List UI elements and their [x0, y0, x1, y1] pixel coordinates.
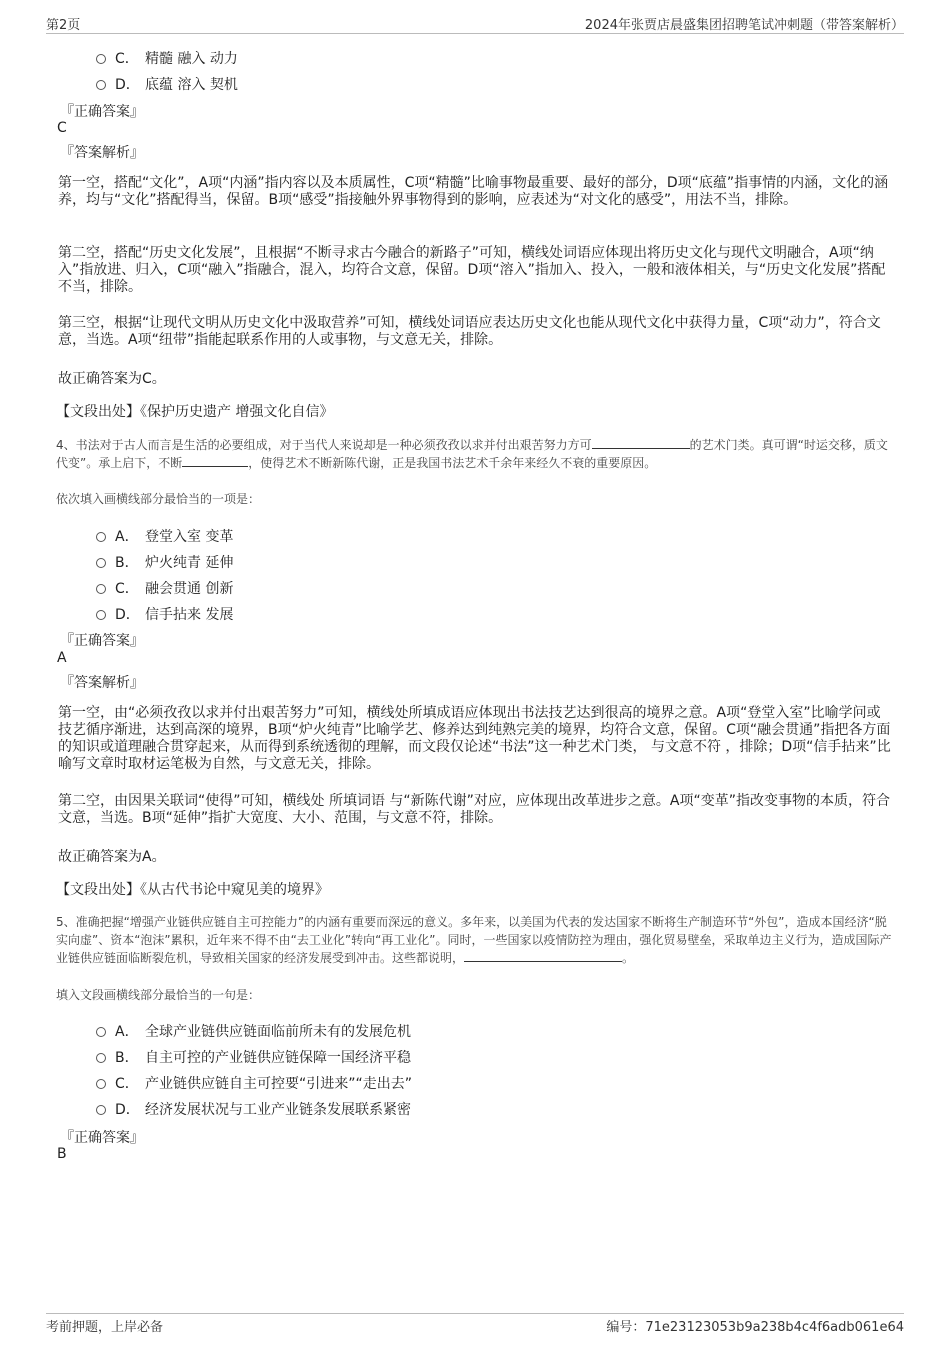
- q5-option-b[interactable]: B． 自主可控的产业链供应链保障一国经济平稳: [96, 1047, 411, 1067]
- q4-analysis-2: 第二空，由因果关联词“使得”可知，横线处 所填词语 与“新陈代谢”对应，应体现出改革进步之意。A项“变革”指改变事物的本质，符合文意，当选。B项“延伸”指扩大宽度、大小、范围，与文意不符，排除。: [58, 793, 890, 826]
- answer-label: 『正确答案』: [60, 633, 144, 649]
- q5-option-a[interactable]: A． 全球产业链供应链面临前所未有的发展危机: [96, 1021, 411, 1041]
- q5-stem: 5、准确把握“增强产业链供应链自主可控能力”的内涵有重要而深远的意义。多年来，以美国为代表的发达国家不断将生产制造环节“外包”，造成本国经济“脱实向虚”、资本“泡沫”累积，近年来不得不由“去工业化”转向“再工业化”。同时，一些国家以疫情防控为理由，强化贸易壁垒，采取单边主义行为，造成国际产业链供应链面临断裂危机，导致相关国家的经济发展受到冲击。这些都说明， 。: [56, 915, 892, 965]
- q3-answer: C: [57, 120, 67, 136]
- fill-blank: [182, 455, 248, 467]
- radio-icon[interactable]: [96, 1079, 106, 1089]
- analysis-label: 『答案解析』: [60, 675, 144, 691]
- q3-analysis-3: 第三空，根据“让现代文明从历史文化中汲取营养”可知，横线处词语应表达历史文化也能从现代文化中获得力量，C项“动力”，符合文意，当选。A项“纽带”指能起联系作用的人或事物，与文意无关，排除。: [58, 315, 881, 348]
- q4-option-c[interactable]: C． 融会贯通 创新: [96, 578, 233, 598]
- page-header: [46, 14, 904, 34]
- radio-icon[interactable]: [96, 80, 106, 90]
- q5-option-c[interactable]: C． 产业链供应链自主可控要“引进来”“走出去”: [96, 1073, 412, 1093]
- radio-icon[interactable]: [96, 1027, 106, 1037]
- q5-prompt: 填入文段画横线部分最恰当的一句是：: [56, 988, 261, 1002]
- q5-answer: B: [57, 1146, 67, 1162]
- q3-analysis-2: 第二空，搭配“历史文化发展”，且根据“不断寻求古今融合的新路子”可知，横线处词语应体现出将历史文化与现代文明融合，A项“纳入”指放进、归入，C项“融入”指融合，混入，均符合文意，保留。D项“溶入”指加入、投入，一般和液体相关，与“历史文化发展”搭配不当，排除。: [58, 245, 886, 295]
- answer-label: 『正确答案』: [60, 1130, 144, 1146]
- q4-prompt: 依次填入画横线部分最恰当的一项是：: [56, 492, 261, 506]
- q3-conclusion: 故正确答案为C。: [58, 371, 166, 387]
- document-title: 2024年张贾店晨盛集团招聘笔试冲刺题（带答案解析）: [584, 18, 904, 33]
- q3-analysis-1: 第一空，搭配“文化”，A项“内涵”指内容以及本质属性，C项“精髓”比喻事物最重要、最好的部分，D项“底蕴”指事情的内涵，文化的涵养，均与“文化”搭配得当，保留。B项“感受”指接触外界事物得到的影响，应表述为“对文化的感受”，用法不当，排除。: [58, 175, 889, 208]
- q4-option-a[interactable]: A． 登堂入室 变革: [96, 526, 233, 546]
- q4-option-d[interactable]: D． 信手拈来 发展: [96, 604, 233, 624]
- document-code: 编号：71e23123053b9a238b4c4f6adb061e64: [606, 1320, 904, 1335]
- radio-icon[interactable]: [96, 584, 106, 594]
- radio-icon[interactable]: [96, 532, 106, 542]
- fill-blank: [464, 950, 622, 962]
- radio-icon[interactable]: [96, 558, 106, 568]
- q4-conclusion: 故正确答案为A。: [58, 849, 166, 865]
- analysis-label: 『答案解析』: [60, 145, 144, 161]
- q3-option-c[interactable]: C． 精髓 融入 动力: [96, 48, 238, 68]
- radio-icon[interactable]: [96, 1105, 106, 1115]
- page-number: 第2页: [46, 18, 81, 33]
- q4-source: 【文段出处】《从古代书论中窥见美的境界》: [56, 882, 329, 898]
- radio-icon[interactable]: [96, 1053, 106, 1063]
- fill-blank: [592, 437, 690, 449]
- q5-option-d[interactable]: D． 经济发展状况与工业产业链条发展联系紧密: [96, 1099, 411, 1119]
- q4-stem: 4、书法对于古人而言是生活的必要组成，对于当代人来说却是一种必须孜孜以求并付出艰苦努力方可 的艺术门类。真可谓“时运交移，质文代变”。承上启下，不断 ，使得艺术不断新陈代谢，正是我国书法艺术千余年来经久不衰的重要原因。: [56, 438, 888, 470]
- q3-source: 【文段出处】《保护历史遗产 增强文化自信》: [56, 404, 334, 420]
- radio-icon[interactable]: [96, 54, 106, 64]
- q3-option-d[interactable]: D． 底蕴 溶入 契机: [96, 74, 238, 94]
- footer-slogan: 考前押题，上岸必备: [46, 1320, 164, 1335]
- q4-analysis-1: 第一空，由“必须孜孜以求并付出艰苦努力”可知，横线处所填成语应体现出书法技艺达到很高的境界之意。A项“登堂入室”比喻学问或技艺循序渐进，达到高深的境界，B项“炉火纯青”比喻学艺、修养达到纯熟完美的境界，均符合文意，保留。C项“融会贯通”指把各方面的知识或道理融合贯穿起来，从而得到系统透彻的理解，而文段仅论述“书法”这一种艺术门类， 与文意不符 ，排除；D项“信手拈来”比喻写文章时取材运笔极为自然，与文意无关，排除。: [58, 705, 891, 772]
- q4-answer: A: [57, 650, 67, 666]
- radio-icon[interactable]: [96, 610, 106, 620]
- answer-label: 『正确答案』: [60, 104, 144, 120]
- header-divider: [46, 33, 904, 34]
- q4-option-b[interactable]: B． 炉火纯青 延伸: [96, 552, 233, 572]
- footer-divider: [46, 1313, 904, 1314]
